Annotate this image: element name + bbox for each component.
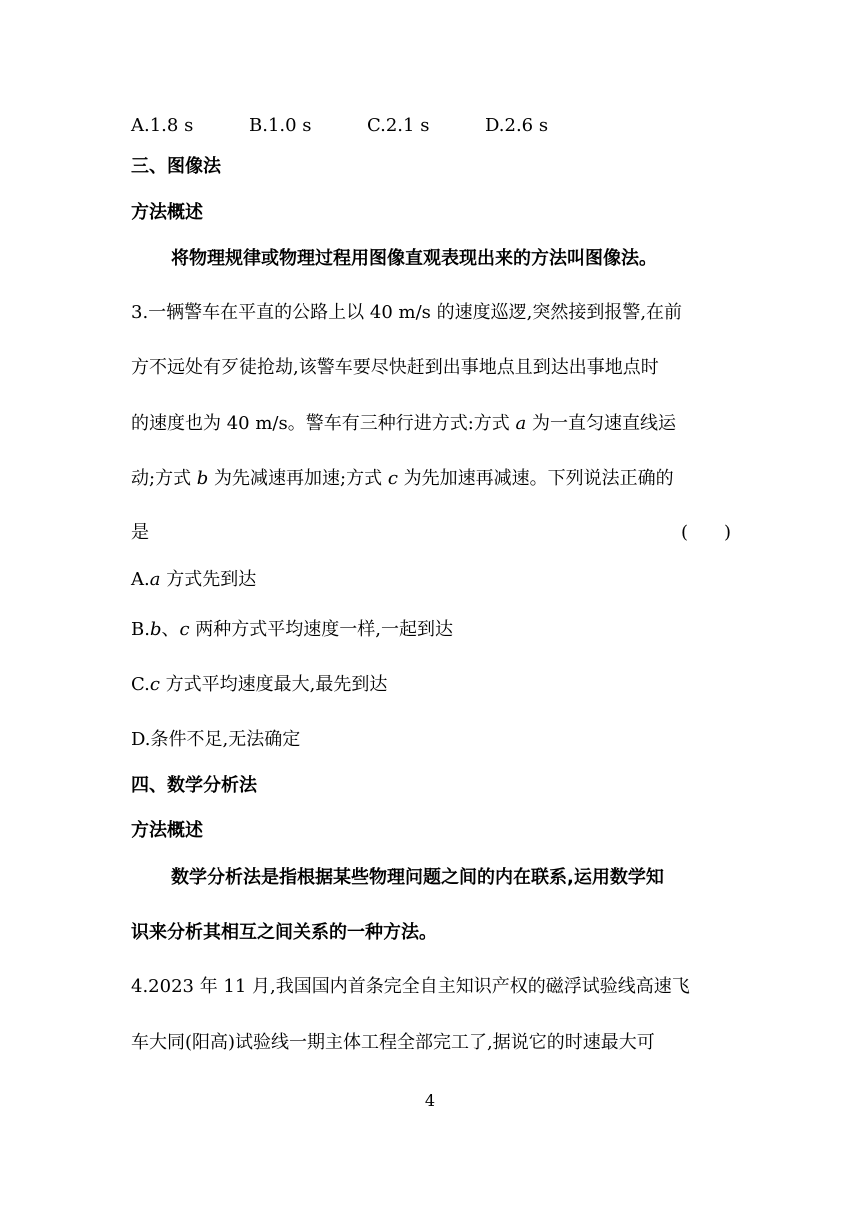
answer-bracket: ( ): [680, 522, 731, 543]
question-3-option-c: C.c 方式平均速度最大,最先到达: [131, 674, 388, 695]
question-3-option-b: B.b、c 两种方式平均速度一样,一起到达: [131, 619, 454, 640]
question-4-line-2: 车大同(阳高)试验线一期主体工程全部完工了,据说它的时速最大可: [131, 1032, 655, 1053]
option-c: C.2.1 s: [367, 115, 430, 136]
question-3-line-4: 动;方式 b 为先减速再加速;方式 c 为先加速再减速。下列说法正确的: [131, 468, 674, 489]
previous-question-options: [131, 113, 731, 139]
question-3-option-d: D.条件不足,无法确定: [131, 729, 301, 750]
option-d: D.2.6 s: [485, 115, 549, 136]
method-overview-text-2-line-1: 数学分析法是指根据某些物理问题之间的内在联系,运用数学知: [171, 867, 664, 888]
question-3-option-a: A.a 方式先到达: [131, 569, 257, 590]
section-heading-math-analysis: 四、数学分析法: [131, 775, 257, 796]
option-b: B.1.0 s: [249, 115, 312, 136]
section-heading-graph-method: 三、图像法: [131, 156, 221, 177]
method-overview-label: 方法概述: [131, 202, 203, 223]
page-number: 4: [424, 1091, 436, 1110]
question-4-line-1: 4.2023 年 11 月,我国国内首条完全自主知识产权的磁浮试验线高速飞: [131, 976, 690, 997]
option-a: A.1.8 s: [131, 115, 194, 136]
question-3-line-3: 的速度也为 40 m/s。警车有三种行进方式:方式 a 为一直匀速直线运: [131, 413, 676, 434]
method-overview-label-2: 方法概述: [131, 820, 203, 841]
question-3-line-1: 3.一辆警车在平直的公路上以 40 m/s 的速度巡逻,突然接到报警,在前: [131, 302, 683, 323]
method-overview-text: 将物理规律或物理过程用图像直观表现出来的方法叫图像法。: [171, 248, 657, 269]
question-3-line-5: 是 ( ): [131, 520, 731, 546]
method-overview-text-2-line-2: 识来分析其相互之间关系的一种方法。: [131, 922, 437, 943]
question-3-line-2: 方不远处有歹徒抢劫,该警车要尽快赶到出事地点且到达出事地点时: [131, 357, 659, 378]
